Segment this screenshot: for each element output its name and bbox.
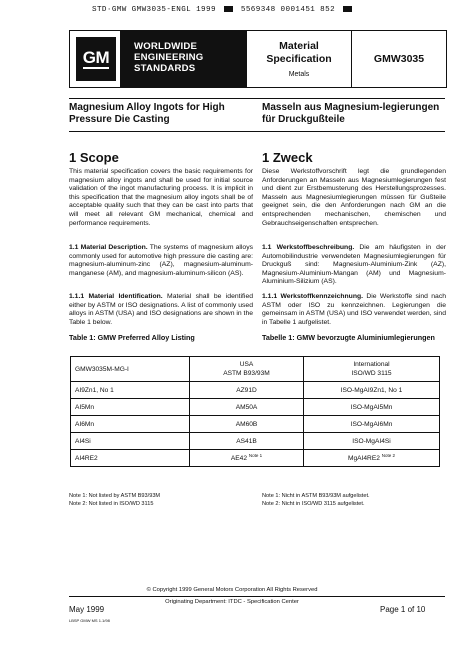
table-header-cell: International ISO/WD 3115 bbox=[304, 357, 440, 382]
section-1-1-1-de bbox=[262, 293, 446, 327]
notes-de bbox=[262, 492, 370, 508]
section-label: 1.1.1 Werkstoffkennzeichnung. bbox=[262, 293, 364, 300]
note: Note 1: Nicht in ASTM B93/93M aufgelistet. bbox=[262, 493, 370, 499]
scan-header bbox=[92, 6, 355, 14]
section-label: 1.1.1 Material Identification. bbox=[69, 293, 163, 300]
table-cell: AI6Mn bbox=[71, 416, 190, 433]
table-cell: ISO-MgAI6Mn bbox=[304, 416, 440, 433]
table-cell: AM60B bbox=[190, 416, 304, 433]
section-label: 1.1 Material Description. bbox=[69, 244, 148, 251]
table-cell: AI4Si bbox=[71, 433, 190, 450]
table-row bbox=[71, 399, 440, 416]
org-line: ENGINEERING bbox=[134, 52, 204, 63]
copyright: © Copyright 1999 General Motors Corporation All Rights Reserved bbox=[146, 587, 318, 593]
table-header-cell: GMW3035M-MG-I bbox=[71, 357, 190, 382]
table-header-cell: USA ASTM B93/93M bbox=[190, 357, 304, 382]
section-label: 1.1 Werkstoffbeschreibung. bbox=[262, 244, 355, 251]
section-1-1-1-en bbox=[69, 293, 253, 327]
section-text: The systems of magnesium alloys commonly used for automotive high pressure die casting are: magnesium-aluminum-zinc (AZ), magnesium-aluminum-manganese (AM), and magnesium-aluminum-silicon (AS). bbox=[69, 244, 254, 277]
footnote-ref: Note 1 bbox=[248, 453, 263, 459]
gm-logo: GM bbox=[76, 37, 116, 81]
org-name bbox=[120, 31, 246, 87]
table-row bbox=[71, 382, 440, 399]
table-cell: AI4RE2 bbox=[71, 450, 190, 467]
table-cell: AZ91D bbox=[190, 382, 304, 399]
section-1-1-en bbox=[69, 244, 253, 278]
table-row bbox=[71, 433, 440, 450]
table-cell: AE42 $^{Note 1}$ bbox=[190, 450, 304, 467]
table-cell: MgAI4RE2 $^{Note 2}$ bbox=[304, 450, 440, 467]
note: Note 2: Nicht in ISO/WD 3115 aufgelistet. bbox=[262, 501, 365, 507]
table-cell: ISO-MgAI4Si bbox=[304, 433, 440, 450]
divider bbox=[69, 131, 445, 132]
form-code: LBSP GMW MS 1.1/98 bbox=[69, 618, 110, 623]
table-cell: AI9Zn1, No 1 bbox=[71, 382, 190, 399]
scan-header-left: STD·GMW GMW3035-ENGL 1999 bbox=[92, 6, 216, 14]
issue-date: May 1999 bbox=[69, 605, 105, 614]
org-line: STANDARDS bbox=[134, 63, 196, 74]
table-row bbox=[71, 450, 440, 467]
table-cell: ISO-MgAI9Zn1, No 1 bbox=[304, 382, 440, 399]
divider bbox=[69, 596, 445, 597]
scope-intro-en: This material specification covers the basic requirements for magnesium alloy ingots and shall be used for initial source validation of the ingot manufacturing process. It is implicit in this specification that the magnesium alloy ingots shall be of acceptable quality such that they can be cast into parts that will meet all relevant GM mechanical, chemical and performance requirements. bbox=[69, 168, 253, 227]
scan-mark bbox=[343, 6, 352, 12]
originating-department: Originating Department: ITDC - Specification Center bbox=[165, 599, 299, 605]
alloy-table bbox=[70, 356, 440, 467]
table-cell: AI5Mn bbox=[71, 399, 190, 416]
note: Note 2: Not listed in ISO/WD 3115 bbox=[69, 501, 154, 507]
doc-category: Metals bbox=[288, 71, 310, 78]
table-caption-de: Tabelle 1: GMW bevorzugte Aluminiumlegierungen bbox=[262, 333, 435, 342]
title-en: Magnesium Alloy Ingots for High Pressure Die Casting bbox=[69, 102, 225, 125]
doc-code: GMW3035 bbox=[373, 53, 425, 65]
doc-type-cell bbox=[246, 31, 352, 87]
section-text: Die Werkstoffe sind nach ASTM oder ISO zu kennzeichnen. Legierungen die gemeinsam in ASTM (USA) und ISO verwendet werden, sind in Tabelle 1 aufgelistet. bbox=[262, 293, 447, 326]
divider bbox=[69, 98, 445, 99]
table-cell: AM50A bbox=[190, 399, 304, 416]
section-1-1-de bbox=[262, 244, 446, 287]
notes-en bbox=[69, 492, 160, 508]
title-de: Masseln aus Magnesium-legierungen für Druckgußteile bbox=[262, 102, 440, 125]
page-number: Page 1 of 10 bbox=[380, 605, 426, 614]
table-row bbox=[71, 416, 440, 433]
table-header-row bbox=[71, 357, 440, 382]
table-cell: AS41B bbox=[190, 433, 304, 450]
heading-zweck: 1 Zweck bbox=[262, 150, 313, 165]
section-text: Material shall be identified either by ASTM or ISO designations. A list of commonly used alloys in ASTM (USA) and ISO designations are shown in the Table 1 below. bbox=[69, 293, 254, 326]
document-header bbox=[69, 30, 447, 88]
doc-type: Material Specification bbox=[266, 40, 332, 65]
footnote-ref: Note 2 bbox=[381, 453, 395, 459]
note: Note 1: Not listed by ASTM B93/93M bbox=[69, 493, 161, 499]
section-text: Die am häufigsten in der Automobilindustrie verwendeten Magnesiumlegierungen für Druckguß sind: Magnesium-Aluminium-Zink (AZ), Magnesium-Aluminium-Mangan (AM) und Magnesium-Aluminium-Silizium (AS). bbox=[262, 244, 446, 286]
table-cell: ISO-MgAI5Mn bbox=[304, 399, 440, 416]
org-line: WORLDWIDE bbox=[134, 41, 198, 52]
scan-mark bbox=[224, 6, 233, 12]
table-caption-en: Table 1: GMW Preferred Alloy Listing bbox=[69, 333, 195, 342]
scope-intro-de: Diese Werkstoffvorschrift legt die grundlegenden Anforderungen an Masseln aus Magnesiumlegierungen fest und dient zur Erstbemusterung des Herstellungsprozesses. Masseln aus Magnesiumlegierungen müssen für Gußteile geeignet sein, die den Anforderungen nach GM an die entsprechenden mechanischen, chemischen und Gebrauchseigenschaften entsprechen. bbox=[262, 168, 446, 227]
scan-header-right: 5569348 0001451 852 bbox=[240, 6, 336, 14]
heading-scope: 1 Scope bbox=[69, 150, 119, 165]
